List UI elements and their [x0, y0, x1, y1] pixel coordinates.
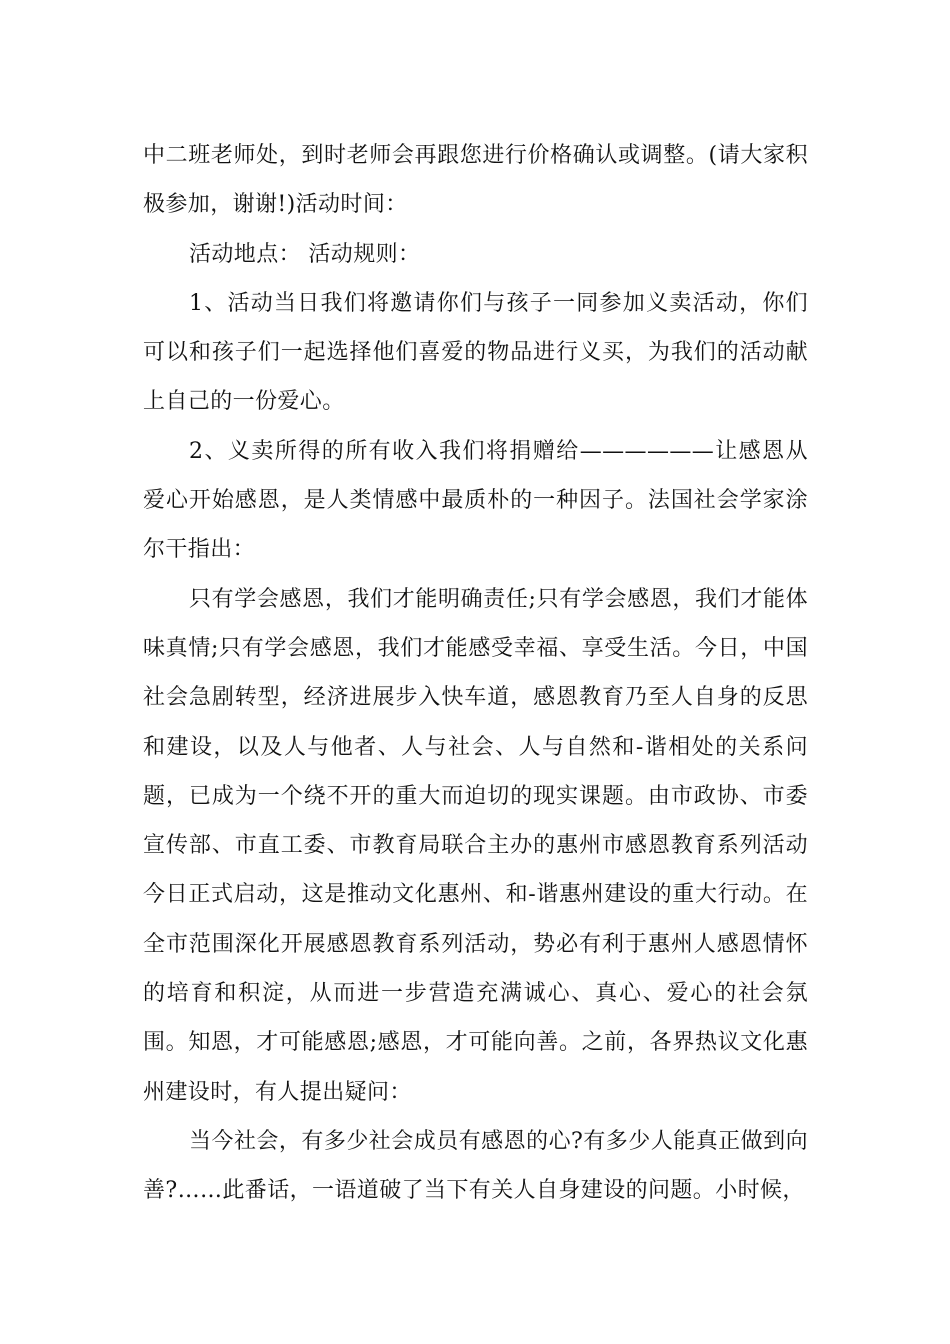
paragraph-pricing-note: 中二班老师处，到时老师会再跟您进行价格确认或调整。(请大家积极参加，谢谢!)活动时间：	[143, 143, 808, 218]
paragraph-gratitude-education: 只有学会感恩，我们才能明确责任;只有学会感恩，我们才能体味真情;只有学会感恩，我们才能感受幸福、享受生活。今日，中国社会急剧转型，经济进展步入快车道，感恩教育乃至人自身的反思和建设，以及人与他者、人与社会、人与自然和-谐相处的关系问题，已成为一个绕不开的重大而迫切的现实课题。由市政协、市委宣传部、市直工委、市教育局联合主办的惠州市感恩教育系列活动今日正式启动，这是推动文化惠州、和-谐惠州建设的重大行动。在全市范围深化开展感恩教育系列活动，势必有利于惠州人感恩情怀的培育和积淀，从而进一步营造充满诚心、真心、爱心的社会氛围。知恩，才可能感恩;感恩，才可能向善。之前，各界热议文化惠州建设时，有人提出疑问：	[143, 586, 808, 1105]
paragraph-society-question: 当今社会，有多少社会成员有感恩的心?有多少人能真正做到向善?……此番话，一语道破了当下有关人自身建设的问题。小时候，	[143, 1128, 808, 1204]
paragraph-rule-1: 1、活动当日我们将邀请你们与孩子一同参加义卖活动，你们可以和孩子们一起选择他们喜爱的物品进行义买，为我们的活动献上自己的一份爱心。	[143, 290, 808, 415]
document-body	[143, 131, 808, 1216]
paragraph-location-rules: 活动地点： 活动规则：	[189, 241, 421, 267]
paragraph-rule-2: 2、义卖所得的所有收入我们将捐赠给——————让感恩从爱心开始感恩，是人类情感中最质朴的一种因子。法国社会学家涂尔干指出：	[143, 438, 808, 563]
